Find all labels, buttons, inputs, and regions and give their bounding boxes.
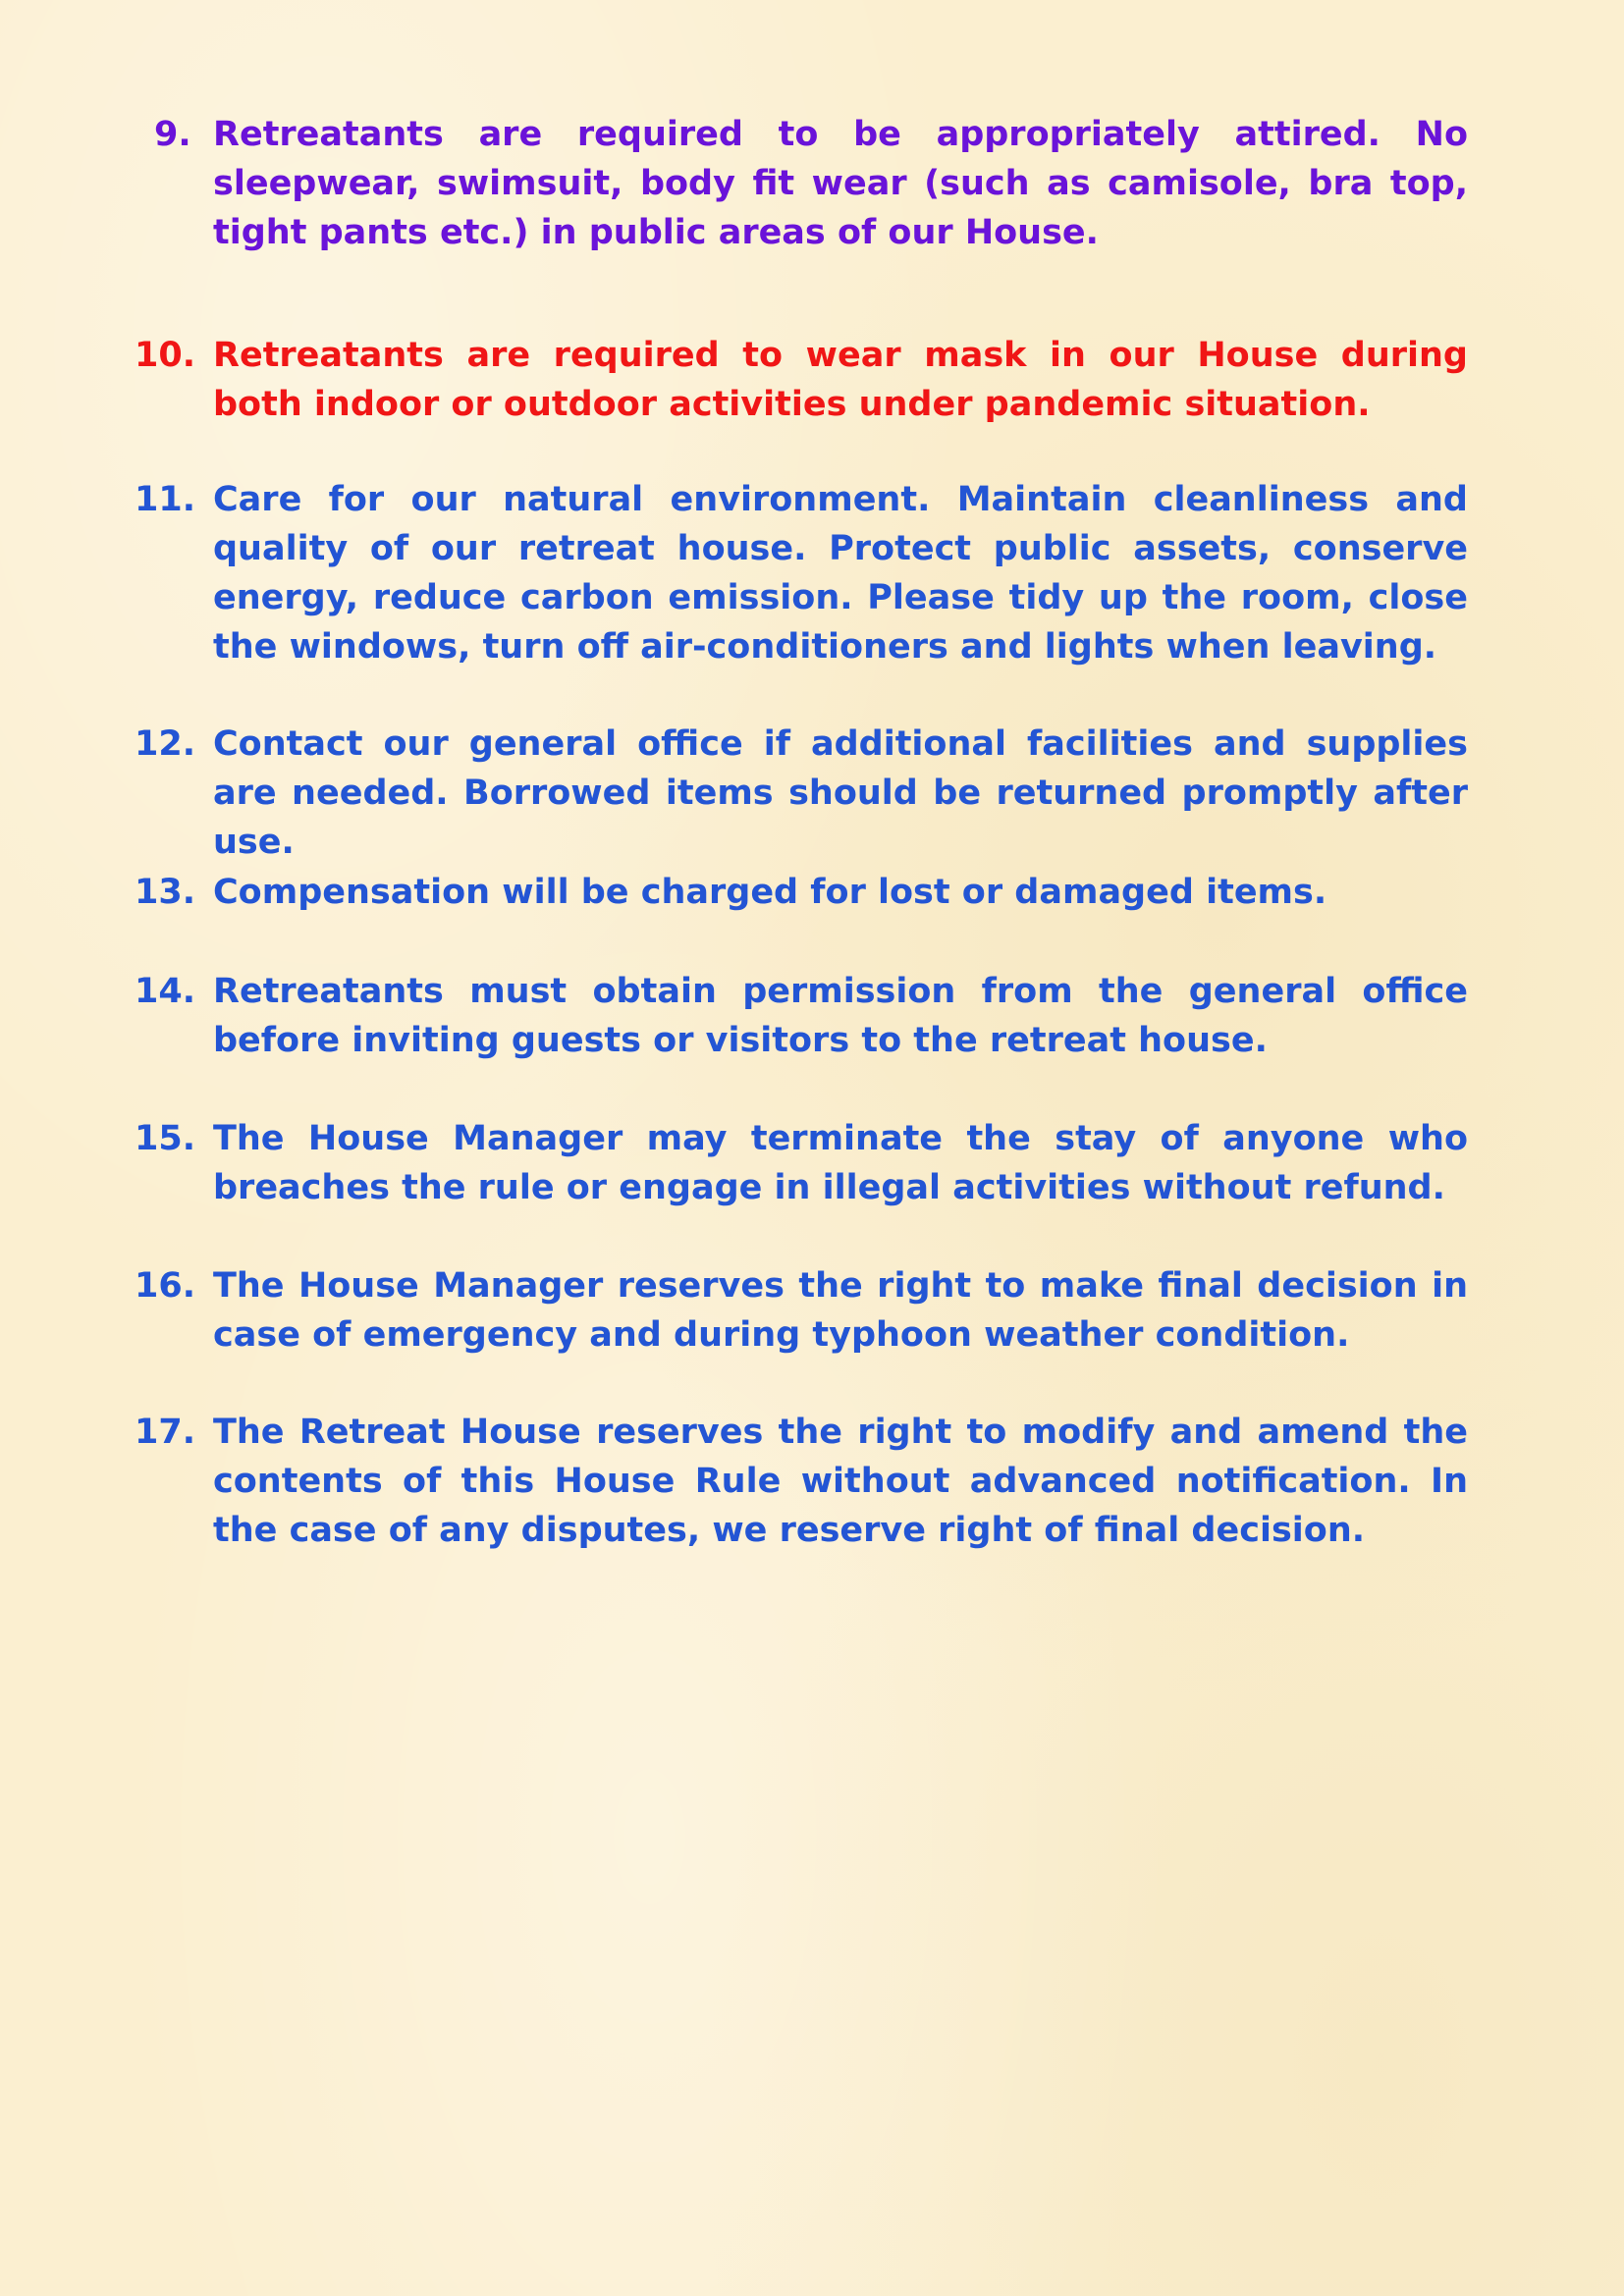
rule-number: 9.	[154, 115, 191, 154]
rule-number: 12.	[135, 724, 196, 764]
rule-text: Contact our general office if additional facilities and supplies are needed. Borrowed items should be returned promptly after use.	[213, 724, 1468, 862]
rule-number: 16.	[135, 1266, 196, 1306]
rule-number: 11.	[135, 480, 196, 519]
rule-item-15	[135, 1114, 1468, 1212]
rule-text: Retreatants are required to wear mask in our House during both indoor or outdoor activities under pandemic situation.	[213, 336, 1468, 424]
rule-number: 15.	[135, 1119, 196, 1158]
rule-text: Retreatants must obtain permission from the general office before inviting guests or visitors to the retreat house.	[213, 972, 1468, 1060]
rule-item-12	[135, 720, 1468, 867]
rule-text: Care for our natural environment. Maintain cleanliness and quality of our retreat house. Protect public assets, conserve energy, reduce carbon emission. Please tidy up the room, close the windows, turn off air-conditioners and lights when leaving.	[213, 480, 1468, 667]
rule-item-11	[135, 475, 1468, 671]
rule-item-13	[135, 868, 1468, 917]
rule-number: 17.	[135, 1413, 196, 1452]
rule-number: 13.	[135, 873, 196, 912]
rule-item-14	[135, 967, 1468, 1065]
rule-number: 14.	[135, 972, 196, 1011]
rule-text: The House Manager may terminate the stay of anyone who breaches the rule or engage in illegal activities without refund.	[213, 1119, 1468, 1207]
rule-text: The Retreat House reserves the right to modify and amend the contents of this House Rule without advanced notification. In the case of any disputes, we reserve right of final decision.	[213, 1413, 1468, 1550]
rule-text: Retreatants are required to be appropriately attired. No sleepwear, swimsuit, body fit wear (such as camisole, bra top, tight pants etc.) in public areas of our House.	[213, 115, 1468, 252]
rule-text: Compensation will be charged for lost or damaged items.	[213, 873, 1327, 912]
rule-item-10	[135, 331, 1468, 429]
rule-item-9	[135, 110, 1468, 257]
rule-number: 10.	[135, 336, 196, 375]
rule-item-17	[135, 1408, 1468, 1555]
rule-text: The House Manager reserves the right to make final decision in case of emergency and during typhoon weather condition.	[213, 1266, 1468, 1355]
rule-item-16	[135, 1261, 1468, 1360]
